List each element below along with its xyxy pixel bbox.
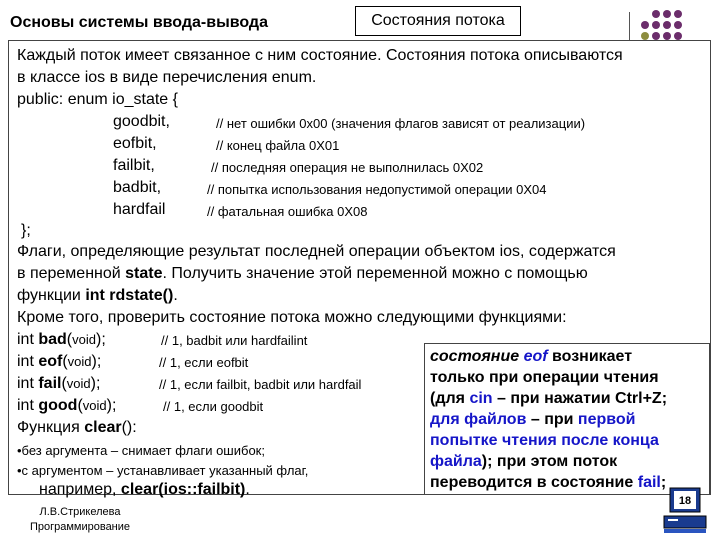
function-comment: // 1, если goodbit — [163, 399, 264, 414]
flags-line-1: Флаги, определяющие результат последней операции объектом ios, содержатся — [17, 243, 616, 260]
dot-shape — [663, 32, 671, 40]
enum-name: failbit, — [113, 157, 155, 174]
function-good: int good(void); — [17, 397, 117, 414]
note-line: только при операции чтения — [430, 369, 659, 386]
clear-heading: Функция clear(): — [17, 419, 137, 436]
dot-shape — [652, 32, 660, 40]
note-line: переводится в состояние fail; — [430, 474, 667, 491]
note-line: файла); при этом поток — [430, 453, 618, 470]
dot-shape — [674, 21, 682, 29]
note-line: (для cin – при нажатии Ctrl+Z; — [430, 390, 668, 407]
dot-shape — [652, 21, 660, 29]
enum-comment: // конец файла 0X01 — [216, 138, 340, 153]
enum-close: }; — [21, 222, 31, 239]
clear-example: например, clear(ios::failbit). — [39, 481, 250, 498]
topic-box: Состояния потока — [355, 6, 521, 36]
dot-shape — [674, 10, 682, 18]
intro-line-1: Каждый поток имеет связанное с ним состояние. Состояния потока описываются — [17, 47, 623, 64]
dot-shape — [652, 10, 660, 18]
flags-line-4: Кроме того, проверить состояние потока можно следующими функциями: — [17, 309, 567, 326]
enum-name: badbit, — [113, 179, 162, 196]
function-bad: int bad(void); — [17, 331, 106, 348]
clear-bullet: •с аргументом – устанавливает указанный флаг, — [17, 463, 309, 478]
eof-note-box — [424, 343, 710, 495]
enum-comment: // нет ошибки 0x00 (значения флагов зависят от реализации) — [216, 116, 586, 131]
dot-shape — [663, 10, 671, 18]
enum-comment: // последняя операция не выполнилась 0X02 — [211, 160, 484, 175]
dot-shape — [663, 21, 671, 29]
enum-comment: // попытка использования недопустимой операции 0X04 — [207, 182, 547, 197]
dot-shape — [641, 21, 649, 29]
clear-bullet: •без аргумента – снимает флаги ошибок; — [17, 443, 265, 458]
enum-name: goodbit, — [113, 113, 170, 130]
enum-name: hardfail — [113, 201, 166, 218]
flags-line-3: функции int rdstate(). — [17, 287, 178, 304]
function-comment: // 1, badbit или hardfailint — [161, 333, 308, 348]
footer-author-block — [0, 505, 160, 535]
intro-line-2: в классе ios в виде перечисления enum. — [17, 69, 317, 86]
footer-subject: Программирование — [29, 521, 131, 533]
function-comment: // 1, если eofbit — [159, 355, 249, 370]
dot-shape — [641, 32, 649, 40]
page-title: Основы системы ввода-вывода — [10, 14, 268, 31]
enum-comment: // фатальная ошибка 0X08 — [207, 204, 368, 219]
slide-number: 18 — [678, 495, 692, 507]
header-divider — [629, 12, 630, 42]
dot-shape — [674, 32, 682, 40]
function-eof: int eof(void); — [17, 353, 102, 370]
note-line: состояние eof возникает — [430, 348, 633, 365]
function-comment: // 1, если failbit, badbit или hardfail — [159, 377, 362, 392]
enum-name: eofbit, — [113, 135, 157, 152]
note-line: для файлов – при первой — [430, 411, 636, 428]
function-fail: int fail(void); — [17, 375, 101, 392]
note-line: попытке чтения после конца — [430, 432, 659, 449]
computer-icon — [660, 486, 710, 536]
flags-line-2: в переменной state. Получить значение этой переменной можно с помощью — [17, 265, 588, 282]
footer-author: Л.В.Стрикелева — [39, 506, 121, 518]
enum-declaration: public: enum io_state { — [17, 91, 178, 108]
